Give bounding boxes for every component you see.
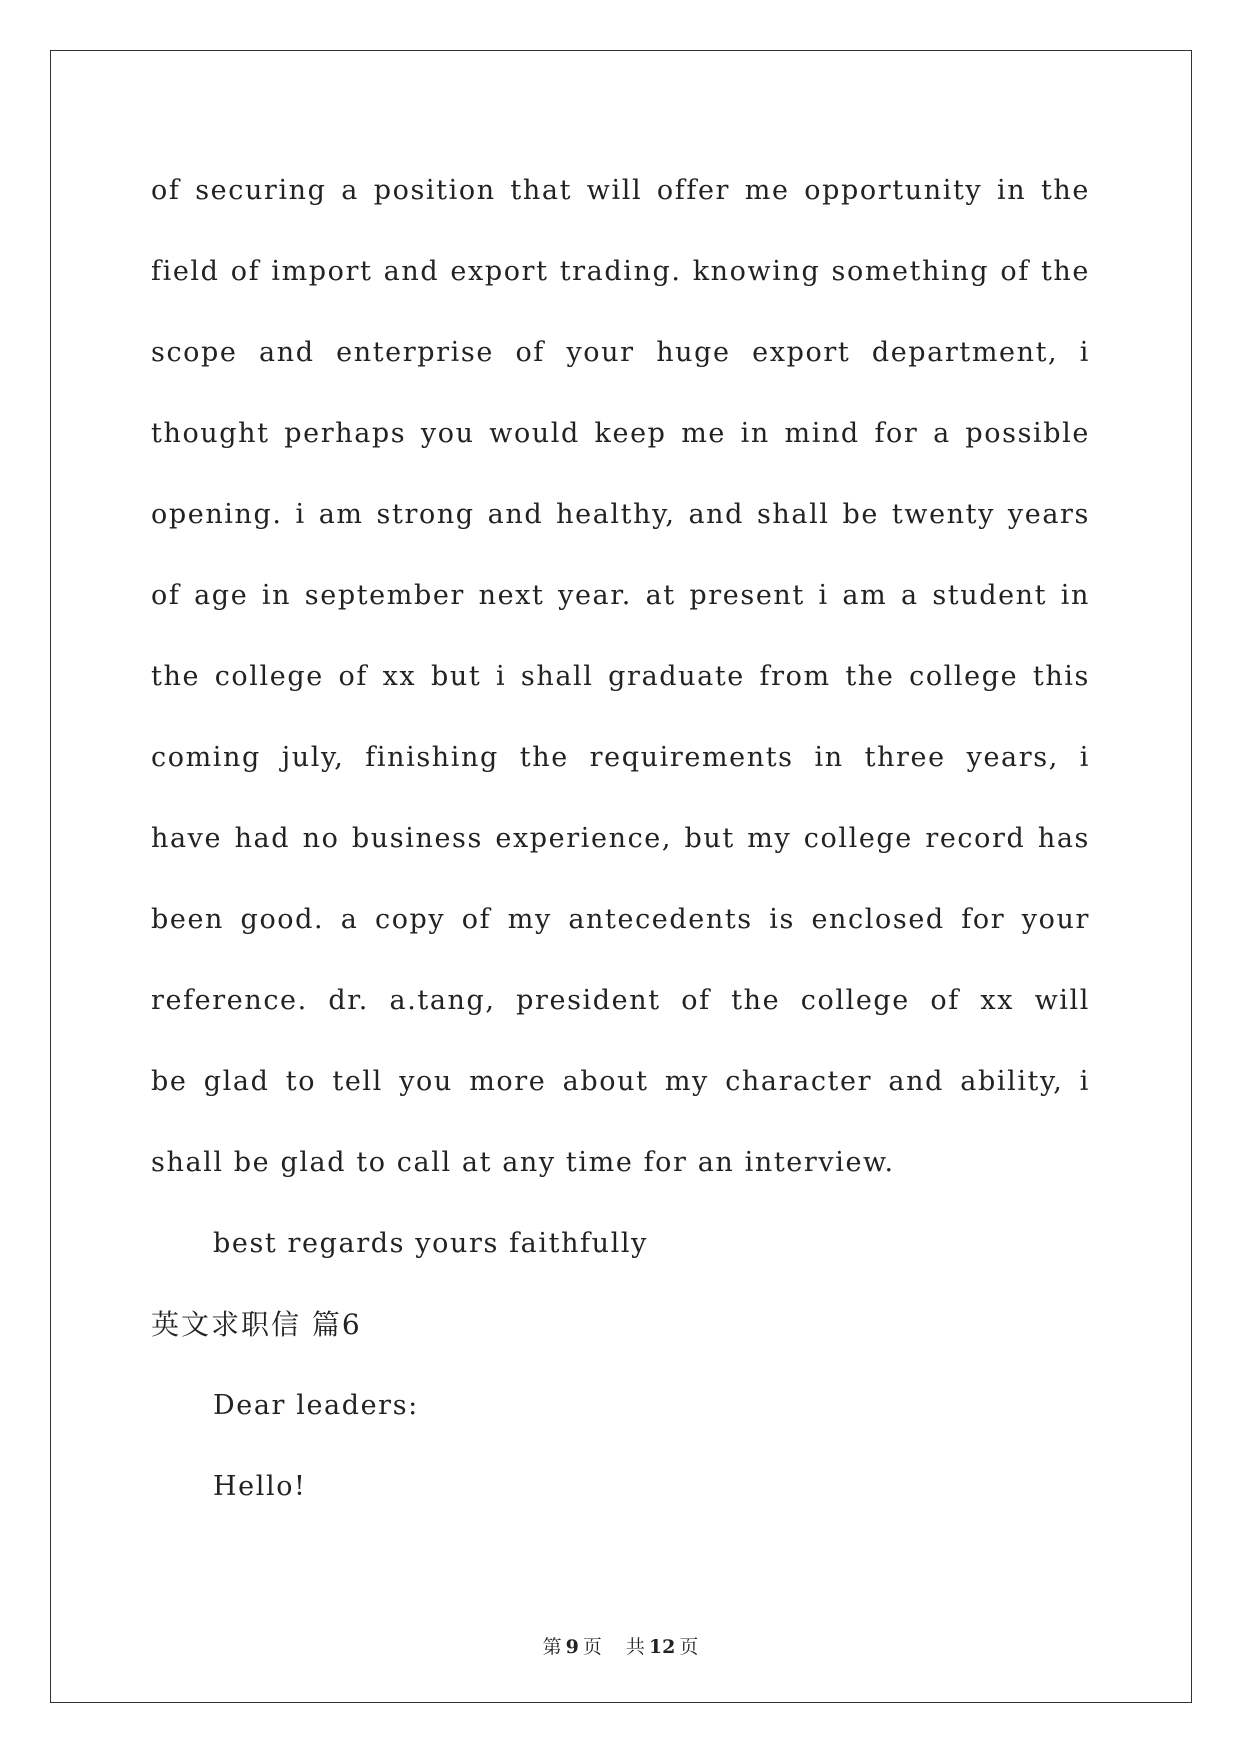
body-line-4: thought perhaps you would keep me in mind for a possible	[151, 418, 1090, 449]
body-line-13: shall be glad to call at any time for an interview.	[151, 1147, 895, 1178]
footer-prefix: 第	[542, 1636, 562, 1658]
footer-total-prefix: 共	[625, 1636, 645, 1658]
current-page-number: 9	[565, 1636, 579, 1658]
footer-page-word: 页	[582, 1636, 602, 1658]
body-line-6: of age in september next year. at present i am a student in	[151, 580, 1090, 611]
body-line-2: field of import and export trading. knowing something of the	[151, 256, 1090, 287]
body-line-5: opening. i am strong and healthy, and shall be twenty years	[151, 499, 1090, 530]
body-line-3: scope and enterprise of your huge export department, i	[151, 337, 1090, 368]
body-line-8: coming july, finishing the requirements in three years, i	[151, 742, 1090, 773]
body-line-12: be glad to tell you more about my character and ability, i	[151, 1066, 1090, 1097]
body-line-9: have had no business experience, but my college record has	[151, 823, 1090, 854]
closing-line: best regards yours faithfully	[213, 1228, 648, 1259]
body-line-11: reference. dr. a.tang, president of the college of xx will	[151, 985, 1090, 1016]
page-footer	[0, 1632, 1241, 1659]
body-line-10: been good. a copy of my antecedents is enclosed for your	[151, 904, 1090, 935]
body-line-1: of securing a position that will offer me opportunity in the	[151, 175, 1090, 206]
salutation: Dear leaders:	[213, 1390, 419, 1421]
total-pages-number: 12	[648, 1636, 676, 1658]
page-border	[50, 50, 1192, 1703]
body-line-7: the college of xx but i shall graduate from the college this	[151, 661, 1090, 692]
footer-total-suffix: 页	[679, 1636, 699, 1658]
greeting: Hello!	[213, 1471, 307, 1502]
section-heading: 英文求职信 篇6	[151, 1308, 362, 1341]
